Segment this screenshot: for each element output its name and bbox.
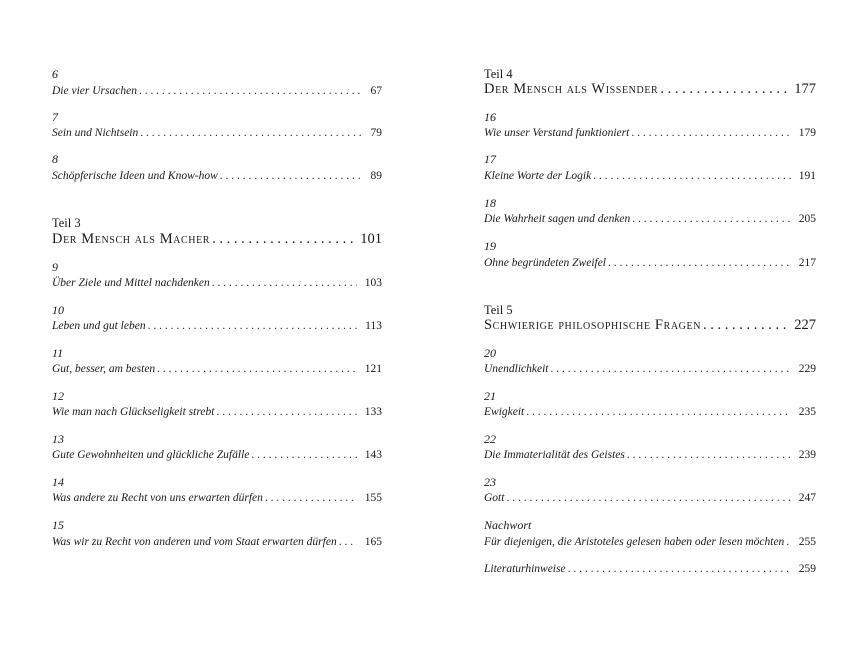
- entry-title: Schöpferische Ideen und Know-how: [52, 170, 218, 182]
- chapter-number: 7: [52, 110, 58, 124]
- leader-dots: [339, 535, 357, 549]
- part-label: Teil 4: [484, 67, 513, 81]
- chapter-number: 20: [484, 346, 496, 360]
- toc-entry[interactable]: [484, 126, 816, 140]
- toc-entry[interactable]: [52, 169, 382, 183]
- leader-dots: [568, 562, 791, 576]
- leader-dots: [157, 362, 357, 376]
- leader-dots: [251, 448, 356, 462]
- leader-dots: [265, 491, 357, 505]
- entry-page: 229: [798, 363, 816, 375]
- entry-title: Literaturhinweise: [484, 563, 566, 575]
- entry-page: 259: [798, 563, 816, 575]
- entry-title: Gute Gewohnheiten und glückliche Zufälle: [52, 449, 250, 461]
- chapter-number: 13: [52, 432, 64, 446]
- chapter-number: 16: [484, 110, 496, 124]
- entry-page: 191: [798, 170, 816, 182]
- entry-page: 235: [798, 406, 816, 418]
- part-page: 177: [794, 81, 816, 97]
- chapter-number: 21: [484, 389, 496, 403]
- chapter-number: 23: [484, 475, 496, 489]
- leader-dots: [551, 362, 791, 376]
- toc-entry[interactable]: [484, 562, 816, 576]
- part-heading[interactable]: [484, 317, 816, 334]
- part-page: 227: [794, 317, 816, 333]
- leader-dots: [220, 169, 363, 183]
- leader-dots: [593, 169, 791, 183]
- chapter-number: 8: [52, 152, 58, 166]
- entry-title: Was andere zu Recht von uns erwarten dürfen: [52, 492, 263, 504]
- toc-entry[interactable]: [484, 448, 816, 462]
- entry-title: Wie unser Verstand funktioniert: [484, 127, 630, 139]
- leader-dots: [660, 81, 788, 98]
- toc-entry[interactable]: [484, 491, 816, 505]
- leader-dots: [506, 491, 790, 505]
- toc-entry[interactable]: [52, 535, 382, 549]
- part-title: Schwierige philosophische Fragen: [484, 317, 702, 333]
- toc-entry[interactable]: [484, 256, 816, 270]
- leader-dots: [140, 126, 362, 140]
- entry-page: 165: [364, 536, 382, 548]
- entry-title: Sein und Nichtsein: [52, 127, 139, 139]
- chapter-number: 19: [484, 239, 496, 253]
- toc-entry[interactable]: [484, 212, 816, 226]
- entry-page: 133: [364, 406, 382, 418]
- chapter-number: 12: [52, 389, 64, 403]
- chapter-number: 6: [52, 67, 58, 81]
- leader-dots: [627, 448, 791, 462]
- leader-dots: [631, 126, 790, 140]
- part-title: Der Mensch als Wissender: [484, 81, 659, 97]
- part-label: Teil 5: [484, 303, 513, 317]
- leader-dots: [216, 405, 356, 419]
- chapter-number: 22: [484, 432, 496, 446]
- chapter-number: 17: [484, 152, 496, 166]
- entry-title: Für diejenigen, die Aristoteles gelesen haben oder lesen möchten: [484, 536, 785, 548]
- leader-dots: [632, 212, 790, 226]
- entry-page: 255: [798, 536, 816, 548]
- chapter-number: 18: [484, 196, 496, 210]
- chapter-number: 15: [52, 518, 64, 532]
- entry-page: 79: [370, 127, 382, 139]
- part-title: Der Mensch als Macher: [52, 231, 211, 247]
- entry-page: 155: [364, 492, 382, 504]
- entry-title: Gut, besser, am besten: [52, 363, 156, 375]
- leader-dots: [703, 317, 788, 334]
- leader-dots: [212, 231, 354, 248]
- afterword-label: Nachwort: [484, 518, 532, 532]
- entry-page: 89: [370, 170, 382, 182]
- chapter-number: 11: [52, 346, 64, 360]
- entry-page: 113: [365, 320, 382, 332]
- entry-page: 121: [364, 363, 382, 375]
- leader-dots: [526, 405, 791, 419]
- toc-entry[interactable]: [52, 362, 382, 376]
- entry-title: Kleine Worte der Logik: [484, 170, 592, 182]
- chapter-number: 10: [52, 303, 64, 317]
- leader-dots: [148, 319, 358, 333]
- chapter-number: 9: [52, 260, 58, 274]
- toc-entry[interactable]: [52, 491, 382, 505]
- leader-dots: [212, 276, 357, 290]
- entry-title: Ewigkeit: [484, 406, 525, 418]
- entry-title: Wie man nach Glückseligkeit strebt: [52, 406, 215, 418]
- entry-title: Ohne begründeten Zweifel: [484, 257, 607, 269]
- part-page: 101: [360, 231, 382, 247]
- entry-page: 217: [798, 257, 816, 269]
- chapter-number: 14: [52, 475, 64, 489]
- entry-title: Die Immaterialität des Geistes: [484, 449, 625, 461]
- entry-page: 67: [370, 85, 382, 97]
- entry-page: 103: [364, 277, 382, 289]
- entry-page: 205: [798, 213, 816, 225]
- toc-entry[interactable]: [484, 169, 816, 183]
- toc-entry[interactable]: [52, 276, 382, 290]
- entry-page: 239: [798, 449, 816, 461]
- part-heading[interactable]: [484, 81, 816, 98]
- leader-dots: [139, 84, 363, 98]
- part-label: Teil 3: [52, 216, 81, 230]
- entry-title: Die Wahrheit sagen und denken: [484, 213, 631, 225]
- entry-title: Leben und gut leben: [52, 320, 146, 332]
- entry-page: 179: [798, 127, 816, 139]
- entry-title: Unendlichkeit: [484, 363, 549, 375]
- entry-title: Über Ziele und Mittel nachdenken: [52, 277, 210, 289]
- entry-title: Gott: [484, 492, 505, 504]
- toc-entry[interactable]: [52, 126, 382, 140]
- toc-entry[interactable]: [52, 448, 382, 462]
- part-heading[interactable]: [52, 231, 382, 248]
- entry-page: 143: [364, 449, 382, 461]
- entry-title: Die vier Ursachen: [52, 85, 137, 97]
- entry-title: Was wir zu Recht von anderen und vom Staat erwarten dürfen: [52, 536, 337, 548]
- toc-entry[interactable]: [484, 362, 816, 376]
- leader-dots: [608, 256, 791, 270]
- leader-dots: [786, 535, 790, 549]
- toc-entry[interactable]: [52, 319, 382, 333]
- toc-entry[interactable]: [52, 405, 382, 419]
- toc-entry[interactable]: [52, 84, 382, 98]
- entry-page: 247: [798, 492, 816, 504]
- toc-entry[interactable]: [484, 535, 816, 549]
- toc-entry[interactable]: [484, 405, 816, 419]
